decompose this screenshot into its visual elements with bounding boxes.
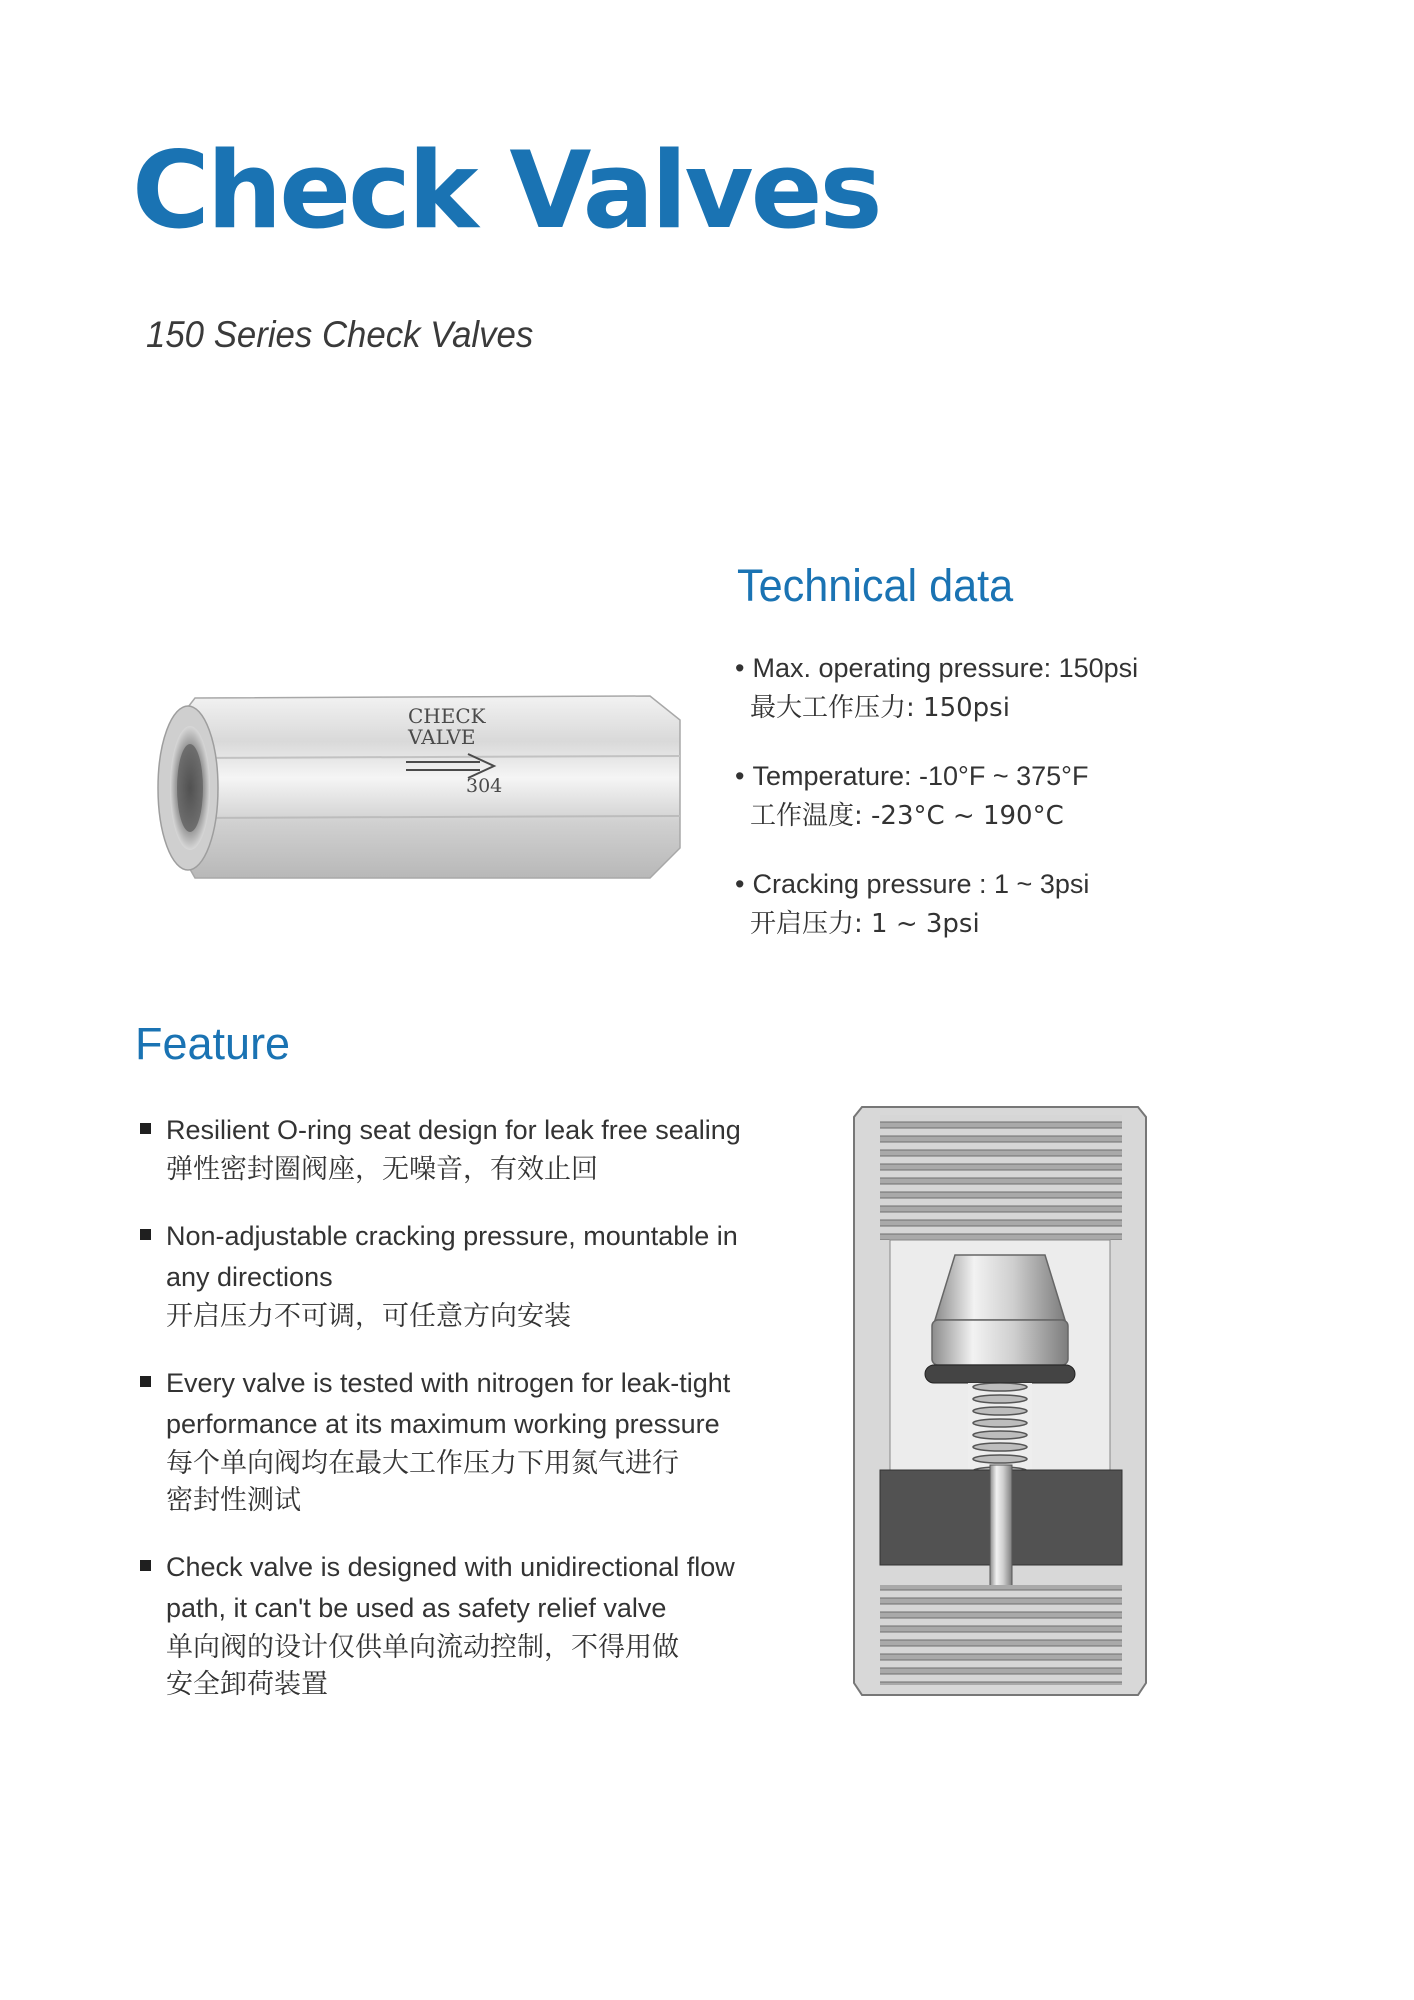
check-valve-cutaway-diagram [850, 1105, 1150, 1705]
outlet-threads [880, 1585, 1122, 1685]
feature-text-zh: 每个单向阀均在最大工作压力下用氮气进行 [166, 1448, 679, 1479]
spec-label-en: • Temperature: -10°F ~ 375°F [735, 756, 1295, 796]
technical-data-heading: Technical data [737, 560, 1014, 611]
spec-label-zh: 最大工作压力: 150psi [750, 693, 1010, 723]
valve-end-port [158, 706, 218, 870]
engraving-material: 304 [466, 775, 503, 797]
page-subtitle: 150 Series Check Valves [146, 314, 534, 355]
feature-text-zh: 密封性测试 [166, 1485, 301, 1516]
feature-text-en: Non-adjustable cracking pressure, mountable in [166, 1221, 738, 1251]
feature-item [138, 1216, 778, 1335]
poppet-stem [990, 1465, 1012, 1590]
spec-label-en: • Cracking pressure : 1 ~ 3psi [735, 864, 1295, 904]
square-bullet-icon [140, 1376, 151, 1387]
feature-text-en: performance at its maximum working pressure [166, 1409, 720, 1439]
feature-text-en: any directions [166, 1262, 333, 1292]
square-bullet-icon [140, 1560, 151, 1571]
feature-text-zh: 单向阀的设计仅供单向流动控制，不得用做 [166, 1632, 679, 1663]
spec-temperature [735, 756, 1295, 836]
square-bullet-icon [140, 1123, 151, 1134]
feature-text-zh: 安全卸荷装置 [166, 1669, 328, 1700]
feature-text-en: Check valve is designed with unidirectional flow [166, 1552, 735, 1582]
feature-text-en: path, it can't be used as safety relief valve [166, 1593, 667, 1623]
square-bullet-icon [140, 1229, 151, 1240]
spec-cracking-pressure [735, 864, 1295, 944]
check-valve-product-photo [150, 680, 690, 900]
engraving-valve: VALVE [408, 725, 476, 749]
feature-list [138, 1110, 778, 1731]
feature-item [138, 1547, 778, 1703]
feature-text-zh: 开启压力不可调，可任意方向安装 [166, 1301, 571, 1332]
technical-data-list [735, 648, 1295, 972]
inlet-threads [880, 1115, 1122, 1240]
engraving-check: CHECK [408, 704, 486, 728]
feature-text-en: Every valve is tested with nitrogen for leak-tight [166, 1368, 731, 1398]
feature-heading: Feature [135, 1018, 291, 1069]
feature-text-zh: 弹性密封圈阀座，无噪音，有效止回 [166, 1154, 598, 1185]
valve-poppet [932, 1255, 1068, 1365]
page-title: Check Valves [132, 129, 880, 252]
feature-item [138, 1110, 778, 1188]
feature-text-en: Resilient O-ring seat design for leak free sealing [166, 1115, 741, 1145]
o-ring-seal [925, 1365, 1075, 1383]
feature-item [138, 1363, 778, 1519]
spec-label-zh: 工作温度: -23°C ~ 190°C [750, 801, 1064, 831]
spec-label-zh: 开启压力: 1 ~ 3psi [750, 909, 980, 939]
spec-max-pressure [735, 648, 1295, 728]
spec-label-en: • Max. operating pressure: 150psi [735, 648, 1295, 688]
